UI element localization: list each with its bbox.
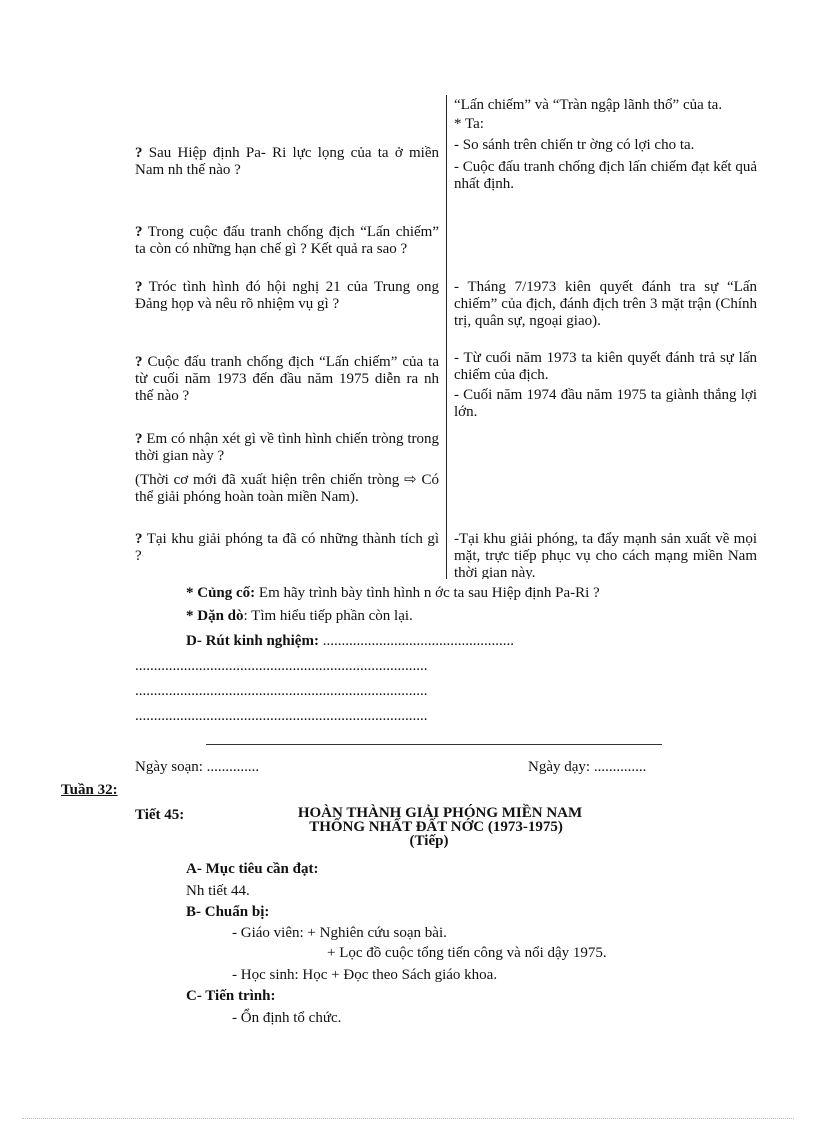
question-mark: ? <box>135 224 143 240</box>
answer-line: -Tại khu giải phóng, ta đẩy mạnh sản xuất về mọi mặt, trực tiếp phục vụ cho cách mạng miền Nam thời gian này. <box>454 531 757 579</box>
section-a-text: Nh tiết 44. <box>186 883 250 899</box>
section-separator <box>206 744 662 745</box>
question-cell-1 <box>135 145 439 179</box>
lesson-title-line-1: HOÀN THÀNH GIẢI PHÓNG MIỀN NAM <box>297 805 583 821</box>
consolidate-label: * Củng cố: <box>186 585 256 601</box>
question-mark: ? <box>135 431 143 447</box>
experience-line-2: .............................................................................. <box>135 683 428 699</box>
lesson-title-line-2: THỐNG NHẤT ĐẤT NỚC (1973-1975) <box>309 819 563 835</box>
prep-date-value: .............. <box>206 759 260 775</box>
homework-label: * Dặn dò <box>186 608 244 624</box>
question-mark: ? <box>135 279 143 295</box>
homework-text: : Tìm hiểu tiếp phần còn lại. <box>243 608 413 624</box>
answer-line: - So sánh trên chiến tr ờng có lợi cho ta. <box>454 137 695 153</box>
question-cell-3 <box>135 279 439 313</box>
question-cell-2 <box>135 224 439 258</box>
teach-date-value: .............. <box>593 759 647 775</box>
experience-heading <box>186 633 786 650</box>
answer-line: * Ta: <box>454 116 484 132</box>
teach-date <box>528 759 646 776</box>
lesson-title <box>230 806 650 848</box>
question-mark: ? <box>135 531 143 547</box>
teach-date-label: Ngày dạy: <box>528 759 591 775</box>
answer-line: - Cuộc đấu tranh chống địch lấn chiếm đạt kết quả nhất định. <box>454 159 757 192</box>
question-mark: ? <box>135 145 143 161</box>
section-b-line-2: + Lọc đồ cuộc tổng tiến công và nổi dậy 1975. <box>327 945 607 961</box>
question-text: Trong cuộc đấu tranh chống địch “Lấn chiếm” ta còn có những hạn chế gì ? Kết quả ra sao ? <box>135 224 439 257</box>
question-text: Em có nhận xét gì về tình hình chiến tròng trong thời gian này ? <box>135 431 440 464</box>
homework-line <box>186 608 786 625</box>
question-text: Tróc tình hình đó hội nghị 21 của Trung ong Đảng họp và nêu rõ nhiệm vụ gì ? <box>135 279 439 312</box>
note-prefix: (Thời cơ mới đã xuất hiện trên chiến tròng <box>135 472 400 488</box>
table-column-divider <box>446 95 447 579</box>
question-text: Cuộc đấu tranh chống địch “Lấn chiếm” của ta từ cuối năm 1973 đến đầu năm 1975 diễn ra nh thế nào ? <box>135 354 439 404</box>
question-cell-4 <box>135 354 439 405</box>
section-b-line-3: - Học sinh: Học + Đọc theo Sách giáo khoa. <box>232 967 498 983</box>
answer-line: “Lấn chiếm” và “Tràn ngập lãnh thổ” của ta. <box>454 97 723 113</box>
section-b-line-1: - Giáo viên: + Nghiên cứu soạn bài. <box>232 925 447 941</box>
lesson-title-line-3: (Tiếp) <box>409 833 449 849</box>
answer-line: - Tháng 7/1973 kiên quyết đánh tra sự “Lấn chiếm” của địch, đánh địch trên 3 mặt trận (Chính trị, quân sự, ngoại giao). <box>454 279 757 329</box>
answer-cell-4 <box>454 350 757 421</box>
page-footer-dotted-rule <box>22 1118 794 1119</box>
experience-line-3: .............................................................................. <box>135 708 428 724</box>
question-note <box>135 471 439 506</box>
answer-line: - Cuối năm 1974 đầu năm 1975 ta giành thắng lợi lớn. <box>454 387 757 420</box>
section-c-line-1: - Ổn định tổ chức. <box>232 1010 342 1026</box>
note-suffix: Có thể giải phóng hoàn toàn miền Nam). <box>135 472 440 505</box>
question-text: Tại khu giải phóng ta đã có những thành tích gì ? <box>135 531 439 564</box>
answer-cell-3 <box>454 279 757 330</box>
lesson-number: Tiết 45: <box>135 807 185 823</box>
question-text: Sau Hiệp định Pa- Ri lực lọng của ta ở miền Nam nh thế nào ? <box>135 145 440 178</box>
question-cell-5 <box>135 431 439 506</box>
prep-date-label: Ngày soạn: <box>135 759 203 775</box>
right-arrow-icon: ⇨ <box>404 470 417 488</box>
question-cell-6 <box>135 531 439 565</box>
section-c-heading: C- Tiến trình: <box>186 988 276 1004</box>
consolidate-line <box>186 585 786 602</box>
question-mark: ? <box>135 354 143 370</box>
week-label: Tuần 32: <box>61 782 118 798</box>
consolidate-text: Em hãy trình bày tình hình n ớc ta sau Hiệp định Pa-Ri ? <box>258 585 600 601</box>
experience-label: D- Rút kinh nghiệm: <box>186 633 319 649</box>
answer-line: - Từ cuối năm 1973 ta kiên quyết đánh trả sự lấn chiếm của địch. <box>454 350 757 383</box>
prep-date <box>135 759 259 776</box>
section-a-heading: A- Mục tiêu cần đạt: <box>186 861 319 877</box>
experience-dots: ................................................... <box>322 633 514 649</box>
answer-cell-6 <box>454 531 757 579</box>
answer-cell-1 <box>454 97 757 193</box>
experience-line-1: .............................................................................. <box>135 658 428 674</box>
section-b-heading: B- Chuẩn bị: <box>186 904 270 920</box>
